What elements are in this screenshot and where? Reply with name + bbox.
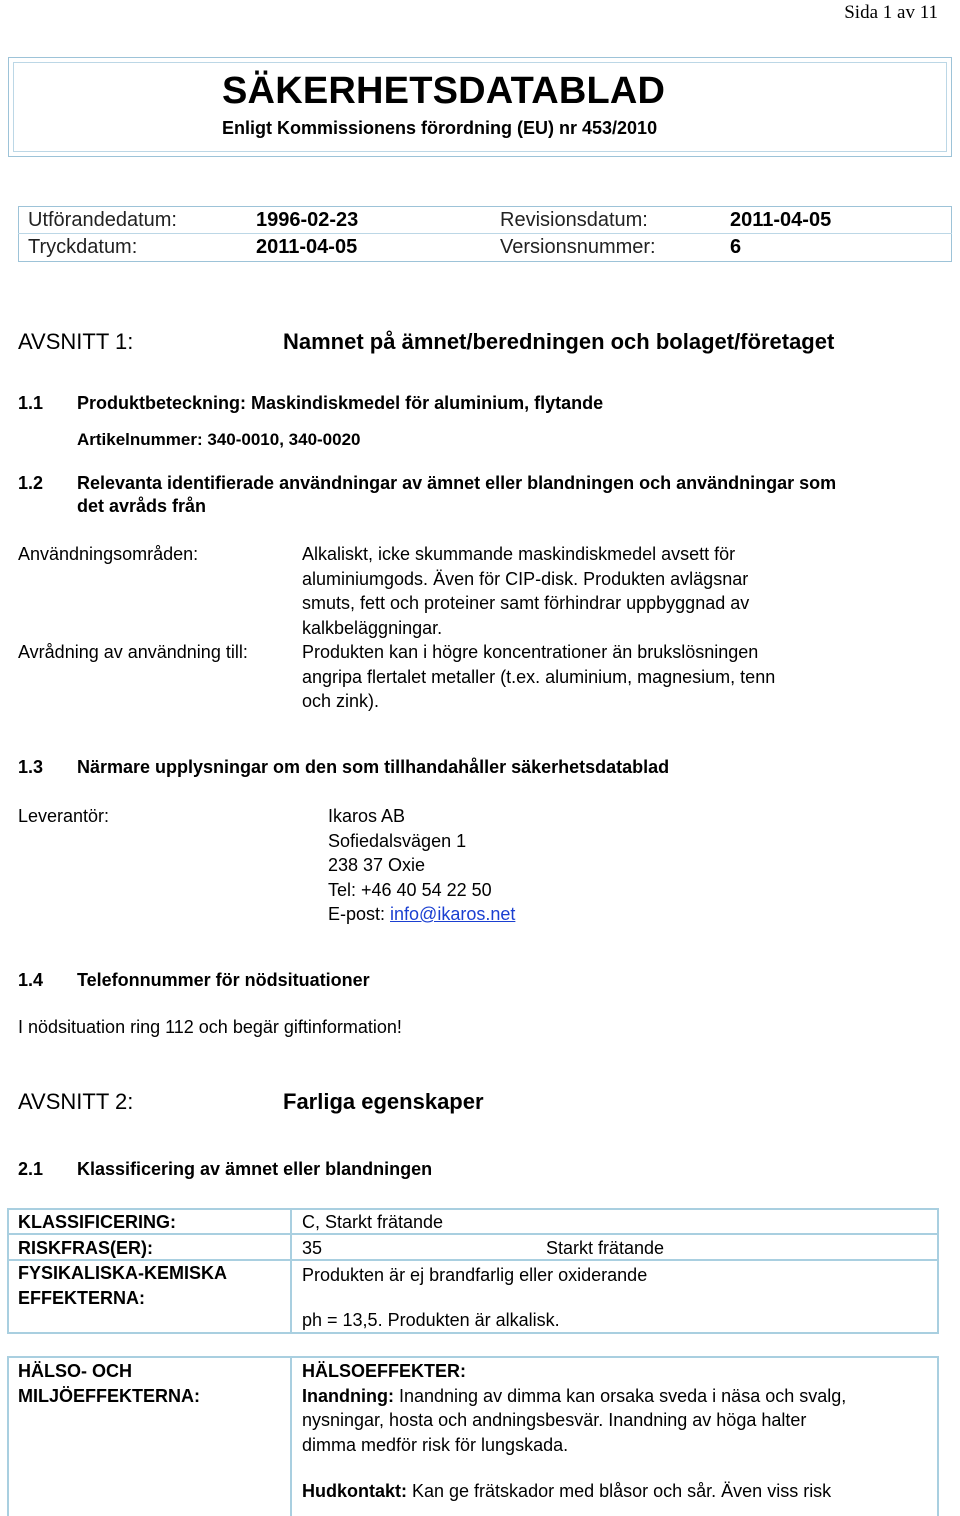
class-value: C, Starkt frätande <box>302 1212 444 1232</box>
section1-title: Namnet på ämnet/beredningen och bolaget/företaget <box>283 329 835 354</box>
supplier-label: Leverantör: <box>18 806 110 826</box>
supplier-street: Sofiedalsvägen 1 <box>328 830 467 851</box>
table-divider <box>290 1208 292 1334</box>
health-heading: HÄLSOEFFEKTER: <box>302 1361 466 1381</box>
skin-text: Kan ge frätskador med blåsor och sår. Även viss risk <box>407 1481 832 1501</box>
advise-text <box>302 640 775 714</box>
skin-line <box>302 1479 831 1504</box>
risk-code: 35 <box>302 1238 323 1258</box>
revision-value: 2011-04-05 <box>730 209 832 231</box>
email-link[interactable]: info@ikaros.net <box>390 904 516 924</box>
s21-number: 2.1 <box>18 1159 44 1179</box>
s14-number: 1.4 <box>18 970 44 990</box>
phys-value-2: ph = 13,5. Produkten är alkalisk. <box>302 1310 560 1330</box>
phys-label-line: EFFEKTERNA: <box>18 1287 145 1308</box>
phys-label-line: FYSIKALISKA-KEMISKA <box>18 1263 228 1283</box>
s11-product: Produktbeteckning: Maskindiskmedel för aluminium, flytande <box>77 393 604 413</box>
page-number: Sida 1 av 11 <box>844 2 938 23</box>
supplier-city: 238 37 Oxie <box>328 855 426 875</box>
dates-divider <box>18 233 952 234</box>
advise-line: och zink). <box>302 691 380 711</box>
utforande-value: 1996-02-23 <box>256 209 359 231</box>
uses-line: aluminiumgods. Även för CIP-disk. Produkten avlägsnar <box>302 568 749 589</box>
health-label-line: MILJÖEFFEKTERNA: <box>18 1385 200 1406</box>
section2-title: Farliga egenskaper <box>283 1089 484 1114</box>
phys-label <box>18 1261 227 1310</box>
advise-label: Avrådning av användning till: <box>18 642 248 662</box>
health-content <box>302 1359 846 1457</box>
supplier-phone: Tel: +46 40 54 22 50 <box>328 879 492 900</box>
document-title: SÄKERHETSDATABLAD <box>222 70 666 112</box>
tryck-value: 2011-04-05 <box>256 236 358 258</box>
utforande-label: Utförandedatum: <box>28 209 177 231</box>
section2-label: AVSNITT 2: <box>18 1089 134 1114</box>
risk-text: Starkt frätande <box>546 1238 665 1258</box>
supplier-name: Ikaros AB <box>328 806 406 826</box>
s13-title: Närmare upplysningar om den som tillhandahåller säkerhetsdatablad <box>77 757 670 777</box>
section1-label: AVSNITT 1: <box>18 329 134 354</box>
inhalation-label: Inandning: <box>302 1385 394 1406</box>
advise-line: angripa flertalet metaller (t.ex. aluminium, magnesium, tenn <box>302 666 776 687</box>
s12-title-line1: Relevanta identifierade användningar av ämnet eller blandningen och användningar som <box>77 473 837 493</box>
email-label: E-post: <box>328 904 391 924</box>
uses-line: smuts, fett och proteiner samt förhindrar uppbyggnad av <box>302 593 750 613</box>
document-subtitle: Enligt Kommissionens förordning (EU) nr 453/2010 <box>222 118 658 138</box>
health-label <box>18 1359 200 1408</box>
risk-label: RISKFRAS(ER): <box>18 1238 153 1258</box>
supplier-block <box>328 804 515 927</box>
uses-line: Alkaliskt, icke skummande maskindiskmedel avsett för <box>302 544 736 564</box>
emergency-text: I nödsituation ring 112 och begär giftinformation! <box>18 1017 402 1037</box>
table-divider <box>290 1356 292 1516</box>
s12-title-line2: det avråds från <box>77 496 207 516</box>
version-label: Versionsnummer: <box>500 236 656 258</box>
uses-line: kalkbeläggningar. <box>302 617 443 638</box>
phys-value-1: Produkten är ej brandfarlig eller oxiderande <box>302 1265 648 1285</box>
s13-number: 1.3 <box>18 757 44 777</box>
s12-number: 1.2 <box>18 473 44 493</box>
s21-title: Klassificering av ämnet eller blandningen <box>77 1159 433 1179</box>
s14-title: Telefonnummer för nödsituationer <box>77 970 370 990</box>
revision-label: Revisionsdatum: <box>500 209 648 231</box>
health-label-line: HÄLSO- OCH <box>18 1361 132 1381</box>
inhalation-text: Inandning av dimma kan orsaka sveda i näsa och svalg, <box>393 1385 847 1406</box>
advise-line: Produkten kan i högre koncentrationer än brukslösningen <box>302 642 759 662</box>
version-value: 6 <box>730 236 742 258</box>
skin-label: Hudkontakt: <box>302 1481 407 1501</box>
uses-text <box>302 542 749 640</box>
supplier-email-line <box>328 902 515 927</box>
s11-number: 1.1 <box>18 393 44 413</box>
class-label: KLASSIFICERING: <box>18 1212 177 1232</box>
s11-article: Artikelnummer: 340-0010, 340-0020 <box>77 430 361 449</box>
uses-label: Användningsområden: <box>18 544 199 564</box>
tryck-label: Tryckdatum: <box>28 236 138 258</box>
inhalation-text: nysningar, hosta och andningsbesvär. Inandning av höga halter <box>302 1410 807 1430</box>
inhalation-line <box>302 1384 846 1409</box>
inhalation-text: dimma medför risk för lungskada. <box>302 1434 569 1455</box>
